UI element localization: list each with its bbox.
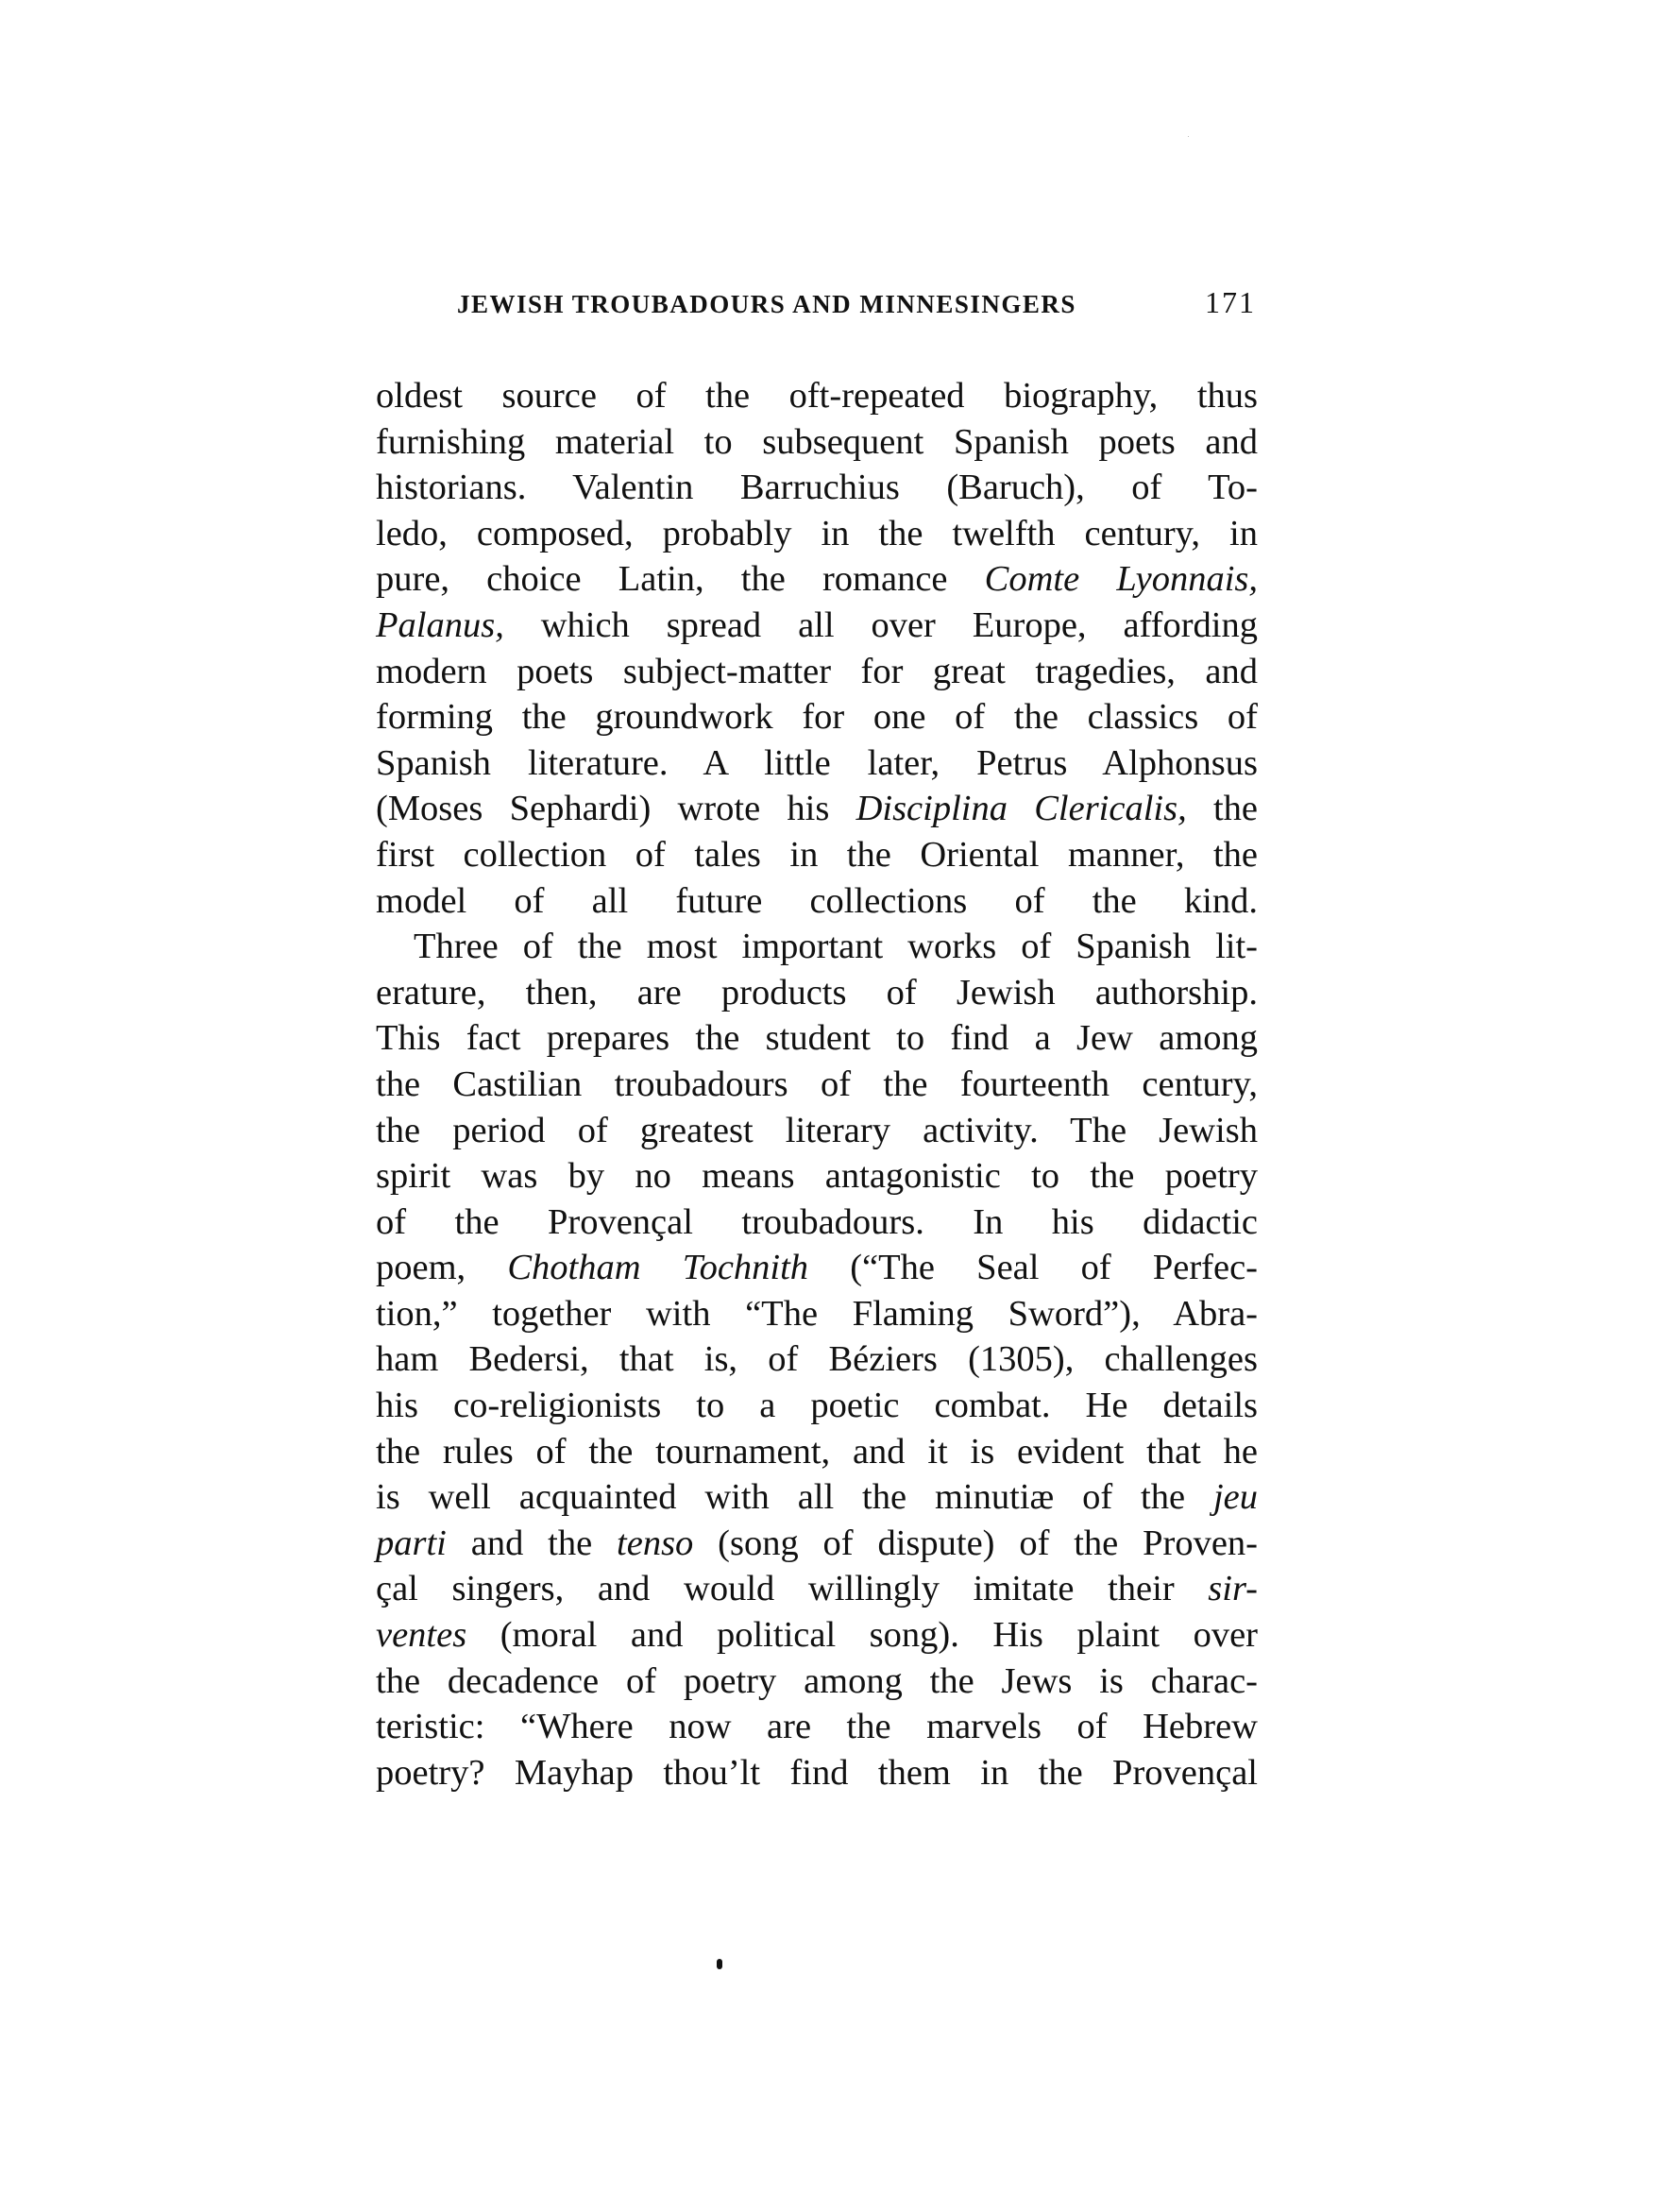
text-line bbox=[376, 603, 1258, 649]
text-line bbox=[376, 1108, 1258, 1154]
text-line bbox=[376, 1291, 1258, 1337]
text-line bbox=[376, 1521, 1258, 1567]
text-line bbox=[376, 694, 1258, 740]
text-line bbox=[376, 1704, 1258, 1750]
text-segment: the rules of the tournament, and it is evident that he bbox=[376, 1431, 1258, 1472]
text-segment: the decadence of poetry among the Jews is charac- bbox=[376, 1660, 1258, 1701]
text-segment: çal singers, and would willingly imitate their bbox=[376, 1569, 1209, 1609]
text-segment: Spanish literature. A little later, Petrus Alphonsus bbox=[376, 742, 1258, 783]
text-segment: historians. Valentin Barruchius (Baruch), of To- bbox=[376, 468, 1258, 508]
scan-speck bbox=[1188, 136, 1189, 137]
text-segment: is well acquainted with all the minutiæ of the bbox=[376, 1477, 1213, 1518]
text-line bbox=[376, 1659, 1258, 1705]
italic-text: Chotham Tochnith bbox=[507, 1248, 809, 1288]
text-line bbox=[376, 649, 1258, 695]
text-segment: oldest source of the oft-repeated biography, thus bbox=[376, 376, 1258, 416]
text-segment: poem, bbox=[376, 1248, 508, 1288]
text-line bbox=[376, 465, 1258, 511]
italic-text: Palanus, bbox=[376, 604, 504, 645]
text-line bbox=[376, 740, 1258, 787]
text-segment: teristic: “Where now are the marvels of Hebrew bbox=[376, 1707, 1258, 1747]
text-segment: the period of greatest literary activity. The Jewish bbox=[376, 1110, 1258, 1150]
text-line bbox=[376, 511, 1258, 557]
text-segment: first collection of tales in the Oriental manner, the bbox=[376, 834, 1258, 875]
running-header bbox=[457, 285, 1256, 320]
text-segment: modern poets subject-matter for great tragedies, and bbox=[376, 651, 1258, 691]
text-segment: tion,” together with “The Flaming Sword”), Abra- bbox=[376, 1293, 1258, 1334]
text-line bbox=[376, 1474, 1258, 1521]
text-segment: ledo, composed, probably in the twelfth century, in bbox=[376, 513, 1258, 553]
text-segment: (song of dispute) of the Proven- bbox=[693, 1523, 1258, 1563]
text-line bbox=[376, 786, 1258, 832]
italic-text: ventes bbox=[376, 1615, 467, 1656]
text-line bbox=[376, 1015, 1258, 1062]
text-segment: pure, choice Latin, the romance bbox=[376, 559, 985, 600]
text-line bbox=[376, 419, 1258, 466]
text-segment: Three of the most important works of Spanish lit- bbox=[414, 927, 1258, 967]
text-segment: of the Provençal troubadours. In his didactic bbox=[376, 1201, 1258, 1242]
text-segment: model of all future collections of the kind. bbox=[376, 880, 1258, 921]
text-line bbox=[376, 1153, 1258, 1200]
text-segment: and the bbox=[446, 1523, 618, 1563]
running-title: JEWISH TROUBADOURS AND MINNESINGERS bbox=[457, 290, 1076, 318]
text-line bbox=[376, 924, 1258, 970]
print-mark bbox=[717, 1959, 722, 1969]
italic-text: jeu bbox=[1212, 1477, 1258, 1518]
text-line bbox=[376, 970, 1258, 1016]
text-line bbox=[376, 1566, 1258, 1612]
italic-text: parti bbox=[376, 1523, 447, 1563]
page-number: 171 bbox=[1205, 285, 1256, 319]
text-segment: ham Bedersi, that is, of Béziers (1305), challenges bbox=[376, 1339, 1258, 1380]
italic-text: Comte Lyonnais, bbox=[984, 559, 1258, 600]
text-line bbox=[376, 1062, 1258, 1108]
text-line bbox=[376, 832, 1258, 878]
italic-text: Disciplina Clericalis, bbox=[855, 789, 1187, 829]
text-segment: spirit was by no means antagonistic to the poetry bbox=[376, 1156, 1258, 1197]
text-segment: his co-religionists to a poetic combat. He details bbox=[376, 1386, 1258, 1426]
text-segment: (“The Seal of Perfec- bbox=[808, 1248, 1258, 1288]
text-segment: furnishing material to subsequent Spanish poets and bbox=[376, 421, 1258, 462]
text-segment: (Moses Sephardi) wrote his bbox=[376, 789, 856, 829]
text-line bbox=[376, 373, 1258, 419]
italic-text: sir- bbox=[1208, 1569, 1258, 1609]
text-segment: poetry? Mayhap thou’lt find them in the Provençal bbox=[376, 1752, 1258, 1793]
text-line bbox=[376, 1383, 1258, 1429]
text-segment: the Castilian troubadours of the fourteenth century, bbox=[376, 1063, 1258, 1104]
text-segment: erature, then, are products of Jewish authorship. bbox=[376, 972, 1258, 1012]
text-line bbox=[376, 1750, 1258, 1796]
text-line bbox=[376, 1612, 1258, 1659]
text-line bbox=[376, 1200, 1258, 1246]
text-segment: This fact prepares the student to find a Jew among bbox=[376, 1018, 1258, 1059]
text-segment: (moral and political song). His plaint over bbox=[466, 1615, 1258, 1656]
text-line bbox=[376, 878, 1258, 925]
text-line bbox=[376, 556, 1258, 603]
italic-text: tenso bbox=[617, 1523, 694, 1563]
text-segment: forming the groundwork for one of the classics of bbox=[376, 697, 1258, 738]
text-line bbox=[376, 1245, 1258, 1291]
text-line bbox=[376, 1336, 1258, 1383]
text-segment: the bbox=[1186, 789, 1258, 829]
body-text bbox=[376, 373, 1258, 1795]
text-line bbox=[376, 1429, 1258, 1475]
text-segment: which spread all over Europe, affording bbox=[503, 604, 1258, 645]
